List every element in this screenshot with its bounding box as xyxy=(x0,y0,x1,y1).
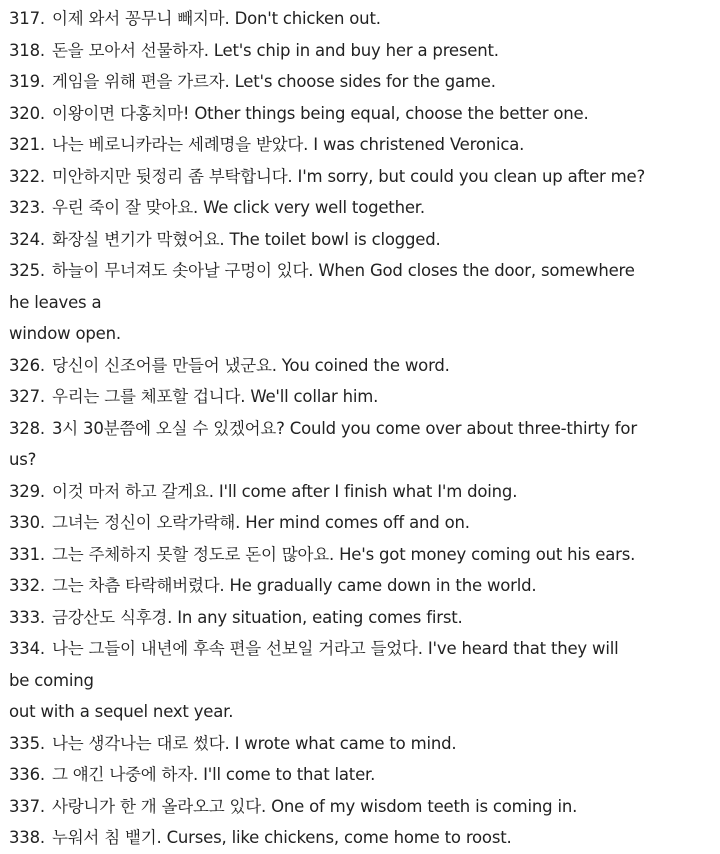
phrase-number: 336. xyxy=(9,765,45,784)
phrase-line xyxy=(9,570,716,602)
phrase-line xyxy=(9,255,716,287)
english-translation: We'll collar him. xyxy=(250,387,379,406)
korean-phrase: 금강산도 식후경. xyxy=(51,607,173,627)
korean-phrase: 사랑니가 한 개 올라오고 있다. xyxy=(51,796,267,816)
phrase-number: 323. xyxy=(9,198,45,217)
phrase-number: 333. xyxy=(9,607,45,627)
english-translation: We click very well together. xyxy=(203,198,425,217)
korean-phrase: 이것 마저 하고 갈게요. xyxy=(51,481,214,501)
english-translation: He gradually came down in the world. xyxy=(229,576,537,595)
english-translation: Her mind comes off and on. xyxy=(245,513,470,532)
phrase-line xyxy=(9,192,716,224)
korean-phrase: 3시 30분쯤에 오실 수 있겠어요? xyxy=(51,418,285,438)
phrase-number: 318. xyxy=(9,40,45,60)
korean-phrase: 그녀는 정신이 오락가락해. xyxy=(51,513,241,532)
english-translation: You coined the word. xyxy=(281,355,450,375)
korean-phrase: 게임을 위해 편을 가르자. xyxy=(51,72,230,91)
phrase-number: 325. xyxy=(9,261,45,280)
korean-phrase: 나는 그들이 내년에 후속 편을 선보일 거라고 들었다. xyxy=(51,639,423,658)
translation-continuation: us? xyxy=(9,450,37,469)
phrase-line xyxy=(9,507,716,539)
korean-phrase: 그 얘긴 나중에 하자. xyxy=(51,765,199,784)
phrase-line xyxy=(9,476,716,508)
phrase-number: 334. xyxy=(9,639,45,658)
english-translation: Let's choose sides for the game. xyxy=(234,72,496,91)
phrase-line xyxy=(9,539,716,571)
phrase-line xyxy=(9,602,716,634)
phrase-number: 317. xyxy=(9,9,45,28)
korean-phrase: 화장실 변기가 막혔어요. xyxy=(51,229,225,249)
korean-phrase: 우리는 그를 체포할 겁니다. xyxy=(51,387,246,406)
english-translation: Let's chip in and buy her a present. xyxy=(213,40,499,60)
phrase-line xyxy=(9,98,716,130)
phrase-line xyxy=(9,381,716,413)
translation-continuation: window open. xyxy=(9,324,121,343)
korean-phrase: 그는 차츰 타락해버렸다. xyxy=(51,576,225,595)
phrase-line xyxy=(9,35,716,67)
phrase-number: 319. xyxy=(9,72,45,91)
phrase-number: 337. xyxy=(9,796,45,816)
phrase-line xyxy=(9,66,716,98)
english-translation: When God closes the door, somewhere xyxy=(318,261,635,280)
phrase-number: 338. xyxy=(9,828,45,847)
english-translation: I wrote what came to mind. xyxy=(234,733,457,753)
phrase-line xyxy=(9,822,716,854)
korean-phrase: 하늘이 무너져도 솟아날 구멍이 있다. xyxy=(51,261,314,280)
english-translation: I've heard that they will xyxy=(427,639,619,658)
phrase-number: 335. xyxy=(9,733,45,753)
phrase-number: 324. xyxy=(9,229,45,249)
english-translation: I'll come after I finish what I'm doing. xyxy=(218,481,518,501)
phrase-number: 330. xyxy=(9,513,45,532)
english-translation: In any situation, eating comes first. xyxy=(177,607,463,627)
korean-phrase: 미안하지만 뒷정리 좀 부탁합니다. xyxy=(51,166,293,186)
translation-continuation: be coming xyxy=(9,670,94,690)
phrase-line xyxy=(9,350,716,382)
english-translation: I'll come to that later. xyxy=(203,765,376,784)
english-translation: He's got money coming out his ears. xyxy=(339,544,636,564)
phrase-line xyxy=(9,791,716,823)
korean-phrase: 그는 주체하지 못할 정도로 돈이 많아요. xyxy=(51,544,335,564)
english-translation: One of my wisdom teeth is coming in. xyxy=(271,796,578,816)
phrase-line xyxy=(9,413,716,445)
korean-phrase: 이제 와서 꽁무니 빼지마. xyxy=(51,9,230,28)
translation-continuation: he leaves a xyxy=(9,292,102,312)
english-translation: Don't chicken out. xyxy=(234,9,381,28)
phrase-number: 328. xyxy=(9,418,45,438)
phrase-line xyxy=(9,129,716,161)
phrase-number: 327. xyxy=(9,387,45,406)
korean-phrase: 당신이 신조어를 만들어 냈군요. xyxy=(51,355,277,375)
english-translation: Could you come over about three-thirty for xyxy=(289,418,637,438)
korean-phrase: 나는 생각나는 대로 썼다. xyxy=(51,733,230,753)
korean-phrase: 누워서 침 뱉기. xyxy=(51,828,162,847)
translation-continuation: out with a sequel next year. xyxy=(9,702,234,721)
phrase-number: 322. xyxy=(9,166,45,186)
english-translation: The toilet bowl is clogged. xyxy=(229,229,441,249)
korean-phrase: 나는 베로니카라는 세례명을 받았다. xyxy=(51,135,309,154)
phrase-number: 320. xyxy=(9,103,45,123)
phrase-line xyxy=(9,224,716,256)
phrase-number: 332. xyxy=(9,576,45,595)
phrase-number: 331. xyxy=(9,544,45,564)
phrase-number: 326. xyxy=(9,355,45,375)
phrase-line xyxy=(9,633,716,665)
korean-phrase: 이왕이면 다홍치마! xyxy=(51,103,190,123)
phrase-number: 321. xyxy=(9,135,45,154)
phrase-number: 329. xyxy=(9,481,45,501)
korean-phrase: 우린 죽이 잘 맞아요. xyxy=(51,198,199,217)
english-translation: Other things being equal, choose the better one. xyxy=(194,103,589,123)
english-translation: I was christened Veronica. xyxy=(313,135,525,154)
phrase-line xyxy=(9,161,716,193)
phrase-line xyxy=(9,3,716,35)
phrase-line xyxy=(9,759,716,791)
english-translation: I'm sorry, but could you clean up after me? xyxy=(297,166,646,186)
korean-phrase: 돈을 모아서 선물하자. xyxy=(51,40,209,60)
english-translation: Curses, like chickens, come home to roost. xyxy=(166,828,512,847)
phrase-line xyxy=(9,728,716,760)
